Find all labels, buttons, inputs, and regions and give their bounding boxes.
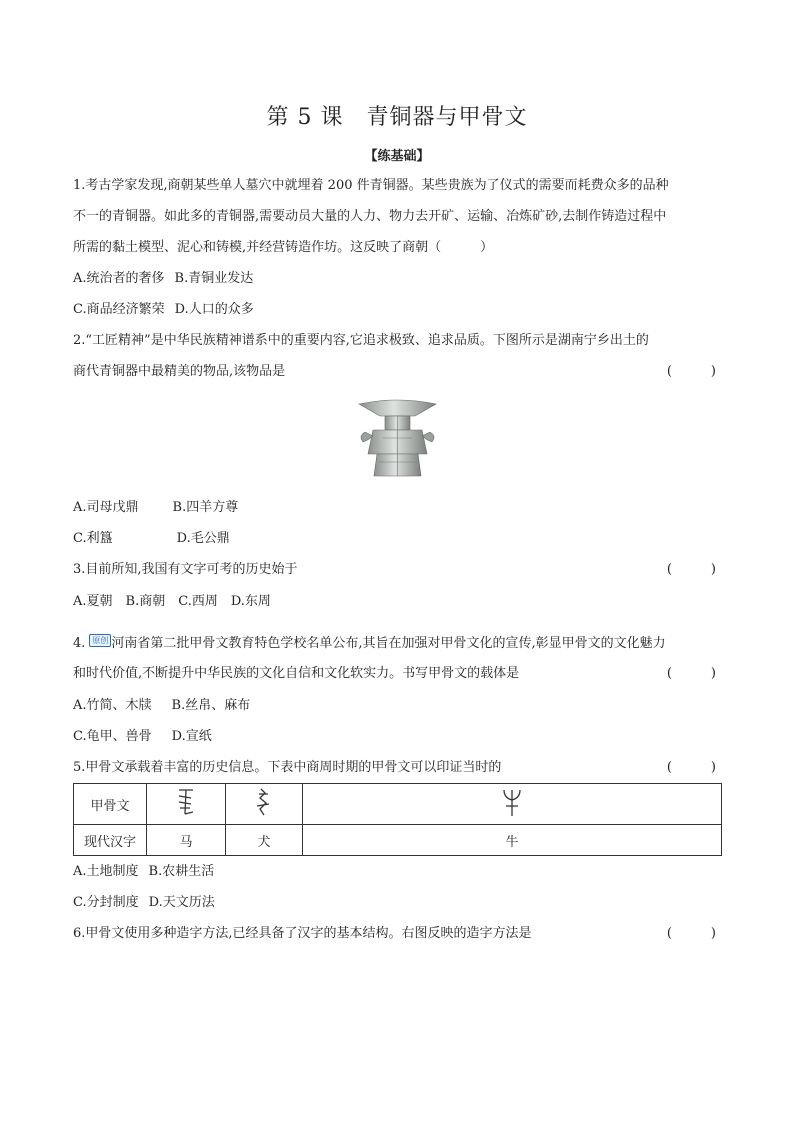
q4-options-row-1 [73,698,250,714]
q4-stem-text: 河南省第二批甲骨文教育特色学校名单公布,其旨在加强对甲骨文化的宣传,彰显甲骨文的文化魅力 [111,636,666,651]
horse-glyph-icon [173,786,199,818]
q4-options-row-2 [73,729,212,745]
q3-options: A.夏朝 B.商朝 C.西周 D.东周 [73,594,271,609]
q4-answer-paren: ( ) [666,666,716,681]
q5-option-d: D.天文历法 [148,895,215,910]
q1-option-a: A.统治者的奢侈 [73,271,165,286]
q1-stem-line-2: 不一的青铜器。如此多的青铜器,需要动员大量的人力、物力去开矿、运输、冶炼矿砂,去制作铸造过程中 [73,209,667,224]
q1-option-c: C.商品经济繁荣 [73,302,165,317]
q4-option-b: B.丝帛、麻布 [171,698,251,713]
table-row [74,825,722,856]
q2-option-b: B.四羊方尊 [172,500,239,515]
q5-option-b: B.农耕生活 [148,864,215,879]
page-title: 第 5 课 青铜器与甲骨文 [266,105,528,130]
q1-options-row-1 [73,271,253,287]
table-header-oracle: 甲骨文 [74,784,147,825]
q2-options-row-1 [73,500,238,516]
q2-answer-paren: ( ) [666,364,716,379]
oracle-glyph-dog [226,784,303,825]
section-heading: 【练基础】 [364,149,430,164]
q3-stem: 3.目前所知,我国有文字可考的历史始于 [73,562,298,577]
q4-stem-line-2: 和时代价值,不断提升中华民族的文化自信和文化软实力。书写甲骨文的载体是 [73,666,520,681]
q4-option-a: A.竹简、木牍 [73,698,152,713]
q2-stem-line-2: 商代青铜器中最精美的物品,该物品是 [73,364,286,379]
bronze-vessel-image [355,398,440,480]
q2-option-a: A.司母戊鼎 [73,500,139,515]
q5-options-row-2 [73,895,215,911]
q4-option-d: D.宣纸 [171,729,212,744]
dog-glyph-icon [251,786,277,818]
q1-stem-line-1: 1.考古学家发现,商朝某些单人墓穴中就埋着 200 件青铜器。某些贵族为了仪式的需要而耗费众多的品种 [73,178,669,193]
q3-answer-paren: ( ) [666,562,716,577]
q6-stem: 6.甲骨文使用多种造字方法,已经具备了汉字的基本结构。右图反映的造字方法是 [73,926,532,941]
q2-options-row-2 [73,531,230,547]
q1-option-d: D.人口的众多 [174,302,254,317]
modern-char-dog: 犬 [226,825,303,856]
q5-options-row-1 [73,864,214,880]
q1-options-row-2 [73,302,254,318]
q2-option-c: C.利簋 [73,531,113,546]
q4-number: 4. [73,636,86,651]
q1-option-b: B.青铜业发达 [174,271,254,286]
modern-char-ox: 牛 [303,825,722,856]
q4-option-c: C.龟甲、兽骨 [73,729,152,744]
q5-stem: 5.甲骨文承载着丰富的历史信息。下表中商周时期的甲骨文可以印证当时的 [73,760,502,775]
table-header-modern: 现代汉字 [74,825,147,856]
q5-option-a: A.土地制度 [73,864,139,879]
q2-option-d: D.毛公鼎 [176,531,230,546]
q5-answer-paren: ( ) [666,760,716,775]
q6-answer-paren: ( ) [666,926,716,941]
oracle-glyph-horse [147,784,226,825]
table-row [74,784,722,825]
oracle-glyph-ox [303,784,722,825]
original-badge: 原创 [89,634,111,647]
q4-stem-line-1 [73,634,666,652]
ox-glyph-icon [500,786,524,818]
modern-char-horse: 马 [147,825,226,856]
q1-stem-line-3: 所需的黏土模型、泥心和铸模,并经营铸造作坊。这反映了商朝（ ） [73,240,494,255]
q2-stem-line-1: 2.“工匠精神”是中华民族精神谱系中的重要内容,它追求极致、追求品质。下图所示是湖南宁乡出土的 [73,333,649,348]
q5-option-c: C.分封制度 [73,895,139,910]
oracle-bone-table [73,783,722,856]
